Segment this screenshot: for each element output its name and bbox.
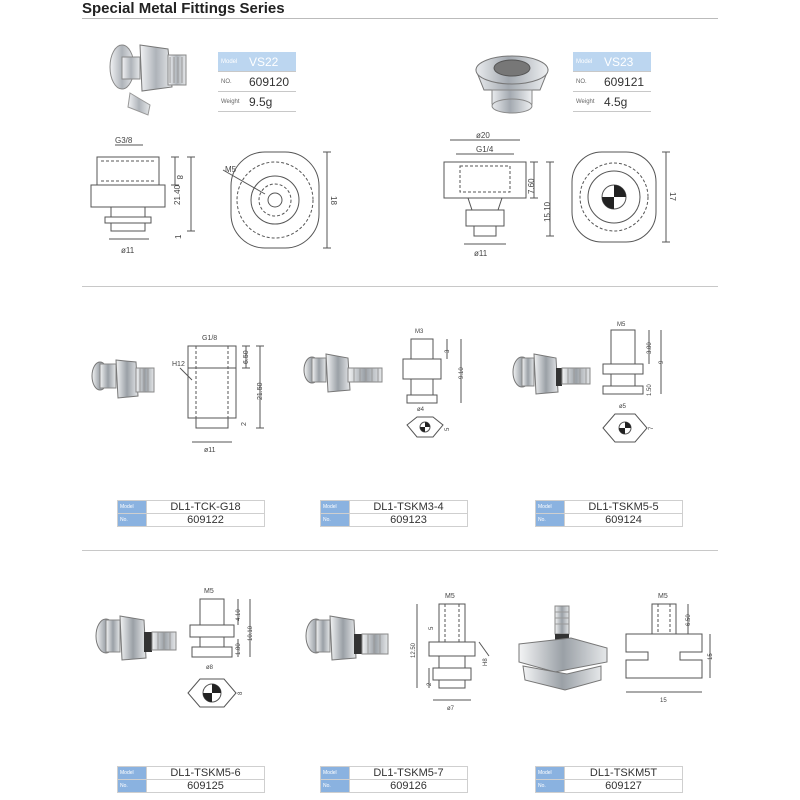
no-value: 609125 [147, 780, 265, 793]
dim-label: M5 [617, 322, 626, 328]
dl1-tskm5-6-drawing [180, 585, 260, 725]
spec-key: Model [218, 52, 246, 72]
vs22-spec-table [218, 52, 296, 112]
dl1-tskm5t-table [535, 766, 683, 793]
dim-label: ø20 [476, 131, 490, 140]
dl1-tskm3-4-drawing [395, 325, 475, 465]
dim-label: M5 [204, 588, 214, 595]
dim-label: 15 [708, 653, 714, 660]
no-value: 609122 [147, 514, 265, 527]
spec-value: VS22 [246, 52, 296, 72]
model-value: DL1-TSKM5-7 [350, 767, 468, 780]
dim-label: 21.50 [257, 382, 264, 400]
dl1-tskm5t-drawing [618, 590, 718, 715]
dim-label: 5 [445, 427, 451, 431]
dim-label: ø11 [121, 246, 135, 255]
dim-label: 7 [649, 426, 655, 430]
vs22-end-view [215, 150, 340, 260]
dim-label: 1 [174, 234, 183, 239]
vs23-end-view [570, 150, 680, 260]
dl1-tskm5-7-drawing [405, 590, 500, 720]
spec-key: NO. [218, 72, 246, 92]
model-label: Model [118, 501, 147, 514]
vs23-spec-table [573, 52, 651, 112]
spec-key: Model [573, 52, 601, 72]
dl1-tskm5-6-table [117, 766, 265, 793]
dl1-tck-g18-table [117, 500, 265, 527]
dim-label: 10.10 [248, 625, 254, 641]
dl1-tskm5t-photo [515, 600, 611, 695]
no-label: No. [321, 780, 350, 793]
dim-label: ø8 [206, 665, 214, 671]
dim-label: 5 [429, 626, 435, 630]
dim-label: H12 [172, 361, 185, 368]
no-value: 609124 [565, 514, 683, 527]
dim-label: 7.60 [527, 178, 536, 194]
dim-label: 21.40 [173, 184, 182, 205]
dim-label: ø5 [619, 404, 627, 410]
model-label: Model [321, 501, 350, 514]
dim-label: ø4 [417, 407, 425, 413]
dim-label: 15 [660, 698, 667, 704]
dim-label: 18 [329, 196, 338, 205]
dim-label: 3 [445, 349, 451, 353]
dim-label: G3/8 [115, 136, 133, 145]
dl1-tskm5-7-photo [302, 612, 394, 684]
no-label: No. [321, 514, 350, 527]
dim-label: G1/4 [476, 145, 494, 154]
dim-label: 2 [427, 682, 433, 686]
vs23-product-photo [470, 40, 560, 125]
spec-value: VS23 [601, 52, 651, 72]
spec-key: Weight [573, 92, 601, 112]
dim-label: M5 [445, 593, 455, 600]
dim-label: 17 [668, 192, 677, 201]
no-value: 609123 [350, 514, 468, 527]
spec-value: 609121 [601, 72, 651, 92]
dim-label: ø11 [474, 249, 488, 258]
model-label: Model [536, 767, 565, 780]
vs22-side-drawing [85, 135, 205, 265]
dim-label: 1.80 [236, 643, 242, 655]
section-divider [82, 286, 718, 287]
dim-label: 15.10 [543, 201, 552, 222]
dim-label: 6.50 [243, 350, 250, 364]
dim-label: 3.80 [647, 342, 653, 354]
dl1-tskm5-5-table [535, 500, 683, 527]
model-label: Model [321, 767, 350, 780]
spec-key: NO. [573, 72, 601, 92]
no-value: 609126 [350, 780, 468, 793]
page-title: Special Metal Fittings Series [82, 0, 285, 17]
model-value: DL1-TSKM5-6 [147, 767, 265, 780]
no-label: No. [118, 514, 147, 527]
dl1-tskm5-7-table [320, 766, 468, 793]
dl1-tskm3-4-photo [300, 350, 390, 415]
dim-label: M3 [415, 329, 424, 335]
spec-value: 609120 [246, 72, 296, 92]
dim-label: ø11 [204, 447, 216, 454]
model-value: DL1-TSKM5T [565, 767, 683, 780]
spec-value: 9.5g [246, 92, 296, 112]
dim-label: 12.50 [411, 642, 417, 658]
dim-label: 8 [238, 691, 244, 695]
model-label: Model [118, 767, 147, 780]
model-value: DL1-TSKM5-5 [565, 501, 683, 514]
dl1-tskm5-5-drawing [597, 318, 677, 468]
model-value: DL1-TSKM3-4 [350, 501, 468, 514]
dim-label: 2 [241, 422, 248, 426]
dl1-tskm5-6-photo [92, 612, 182, 682]
section-divider [82, 550, 718, 551]
title-underline [82, 18, 718, 19]
dim-label: G1/8 [202, 335, 218, 342]
dim-label: M5 [658, 593, 668, 600]
spec-value: 4.5g [601, 92, 651, 112]
dim-label: 8 [175, 175, 184, 180]
spec-key: Weight [218, 92, 246, 112]
vs23-side-drawing [430, 132, 560, 262]
dl1-tskm3-4-table [320, 500, 468, 527]
dim-label: H8 [483, 658, 489, 666]
dl1-tskm5-5-photo [510, 350, 596, 415]
dim-label: M5 [225, 165, 237, 174]
no-label: No. [536, 514, 565, 527]
no-value: 609127 [565, 780, 683, 793]
model-value: DL1-TCK-G18 [147, 501, 265, 514]
vs22-product-photo [100, 35, 200, 125]
dl1-tck-g18-drawing [170, 330, 270, 460]
dim-label: 4.10 [236, 609, 242, 621]
dl1-tck-g18-photo [86, 352, 162, 422]
dim-label: 9 [659, 360, 665, 364]
dim-label: 9.10 [459, 367, 465, 379]
no-label: No. [536, 780, 565, 793]
dim-label: ø7 [447, 706, 455, 712]
no-label: No. [118, 780, 147, 793]
dim-label: 1.50 [647, 384, 653, 396]
model-label: Model [536, 501, 565, 514]
dim-label: 6.50 [686, 614, 692, 626]
